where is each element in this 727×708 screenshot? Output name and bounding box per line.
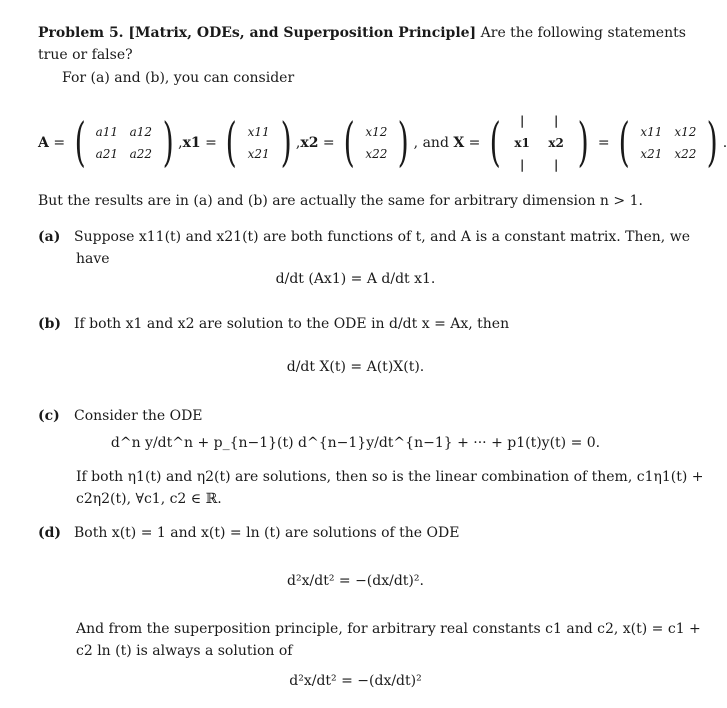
part-b	[38, 313, 509, 335]
vector-x2-label: x2	[300, 135, 319, 151]
part-a-label: (a)	[38, 229, 61, 245]
part-a-equation: d/dt (Ax1) = A d/dt x1.	[275, 271, 436, 287]
part-a-text1: Suppose x11(t) and x21(t) are both functions of t, and A is a constant matrix. Then, we	[74, 229, 690, 245]
problem-title: Problem 5. [Matrix, ODEs, and Superposition Principle]	[38, 25, 477, 41]
part-d-text1: Both x(t) = 1 and x(t) = ln (t) are solutions of the ODE	[74, 525, 460, 541]
part-c-equation: d^n y/dt^n + p_{n−1}(t) d^{n−1}y/dt^{n−1} + ··· + p1(t)y(t) = 0.	[110, 435, 601, 451]
problem-heading	[38, 22, 686, 44]
part-d-equation: d²x/dt² = −(dx/dt)².	[287, 573, 424, 589]
part-b-label: (b)	[38, 316, 62, 332]
matrix-A: a11 a12 a21 a22	[95, 125, 153, 161]
part-d-text2: And from the superposition principle, for arbitrary real constants c1 and c2, x(t) = c1 +	[76, 621, 701, 637]
part-a-text2: have	[76, 251, 110, 267]
matrix-A-label: A	[38, 135, 49, 151]
part-d-equation2: d²x/dt² = −(dx/dt)²	[289, 673, 422, 689]
part-c	[38, 405, 203, 427]
part-c-label: (c)	[38, 408, 60, 424]
problem-intro: Are the following statements	[476, 25, 686, 41]
part-d	[38, 522, 459, 544]
part-d-label: (d)	[38, 525, 62, 541]
matrix-X-entries: x11 x12 x21 x22	[640, 125, 697, 161]
part-b-equation: d/dt X(t) = A(t)X(t).	[286, 359, 425, 375]
remark-text: But the results are in (a) and (b) are actually the same for arbitrary dimension n > 1.	[38, 193, 643, 209]
part-a	[38, 226, 690, 248]
vector-x1: x11 x21	[247, 125, 270, 161]
vector-x1-label: x1	[182, 135, 201, 151]
part-d-text3: c2 ln (t) is always a solution of	[76, 643, 293, 659]
matrix-definitions: A = ( a11 a12 a21 a22 ) ,x1 = ( x11 x21 ) ,x2 = ( x12 x22 ) , and X = ( | | x1 x2 | | ) = ( x11 x12 x21 x22 ) .	[38, 110, 727, 170]
vector-x2: x12 x22	[365, 125, 388, 161]
matrix-X-label: X	[453, 135, 465, 151]
part-c-text1: Consider the ODE	[74, 408, 203, 424]
and-text: and	[422, 135, 449, 151]
consider-text: For (a) and (b), you can consider	[62, 70, 295, 86]
part-c-text3: c2η2(t), ∀c1, c2 ∈ ℝ.	[76, 491, 222, 507]
problem-intro-line2: true or false?	[38, 47, 133, 63]
part-b-text1: If both x1 and x2 are solution to the ODE in d/dt x = Ax, then	[74, 316, 510, 332]
part-c-text2: If both η1(t) and η2(t) are solutions, then so is the linear combination of them, c1η1(t) +	[76, 469, 704, 485]
matrix-X-columns: | | x1 x2 | |	[514, 114, 564, 172]
